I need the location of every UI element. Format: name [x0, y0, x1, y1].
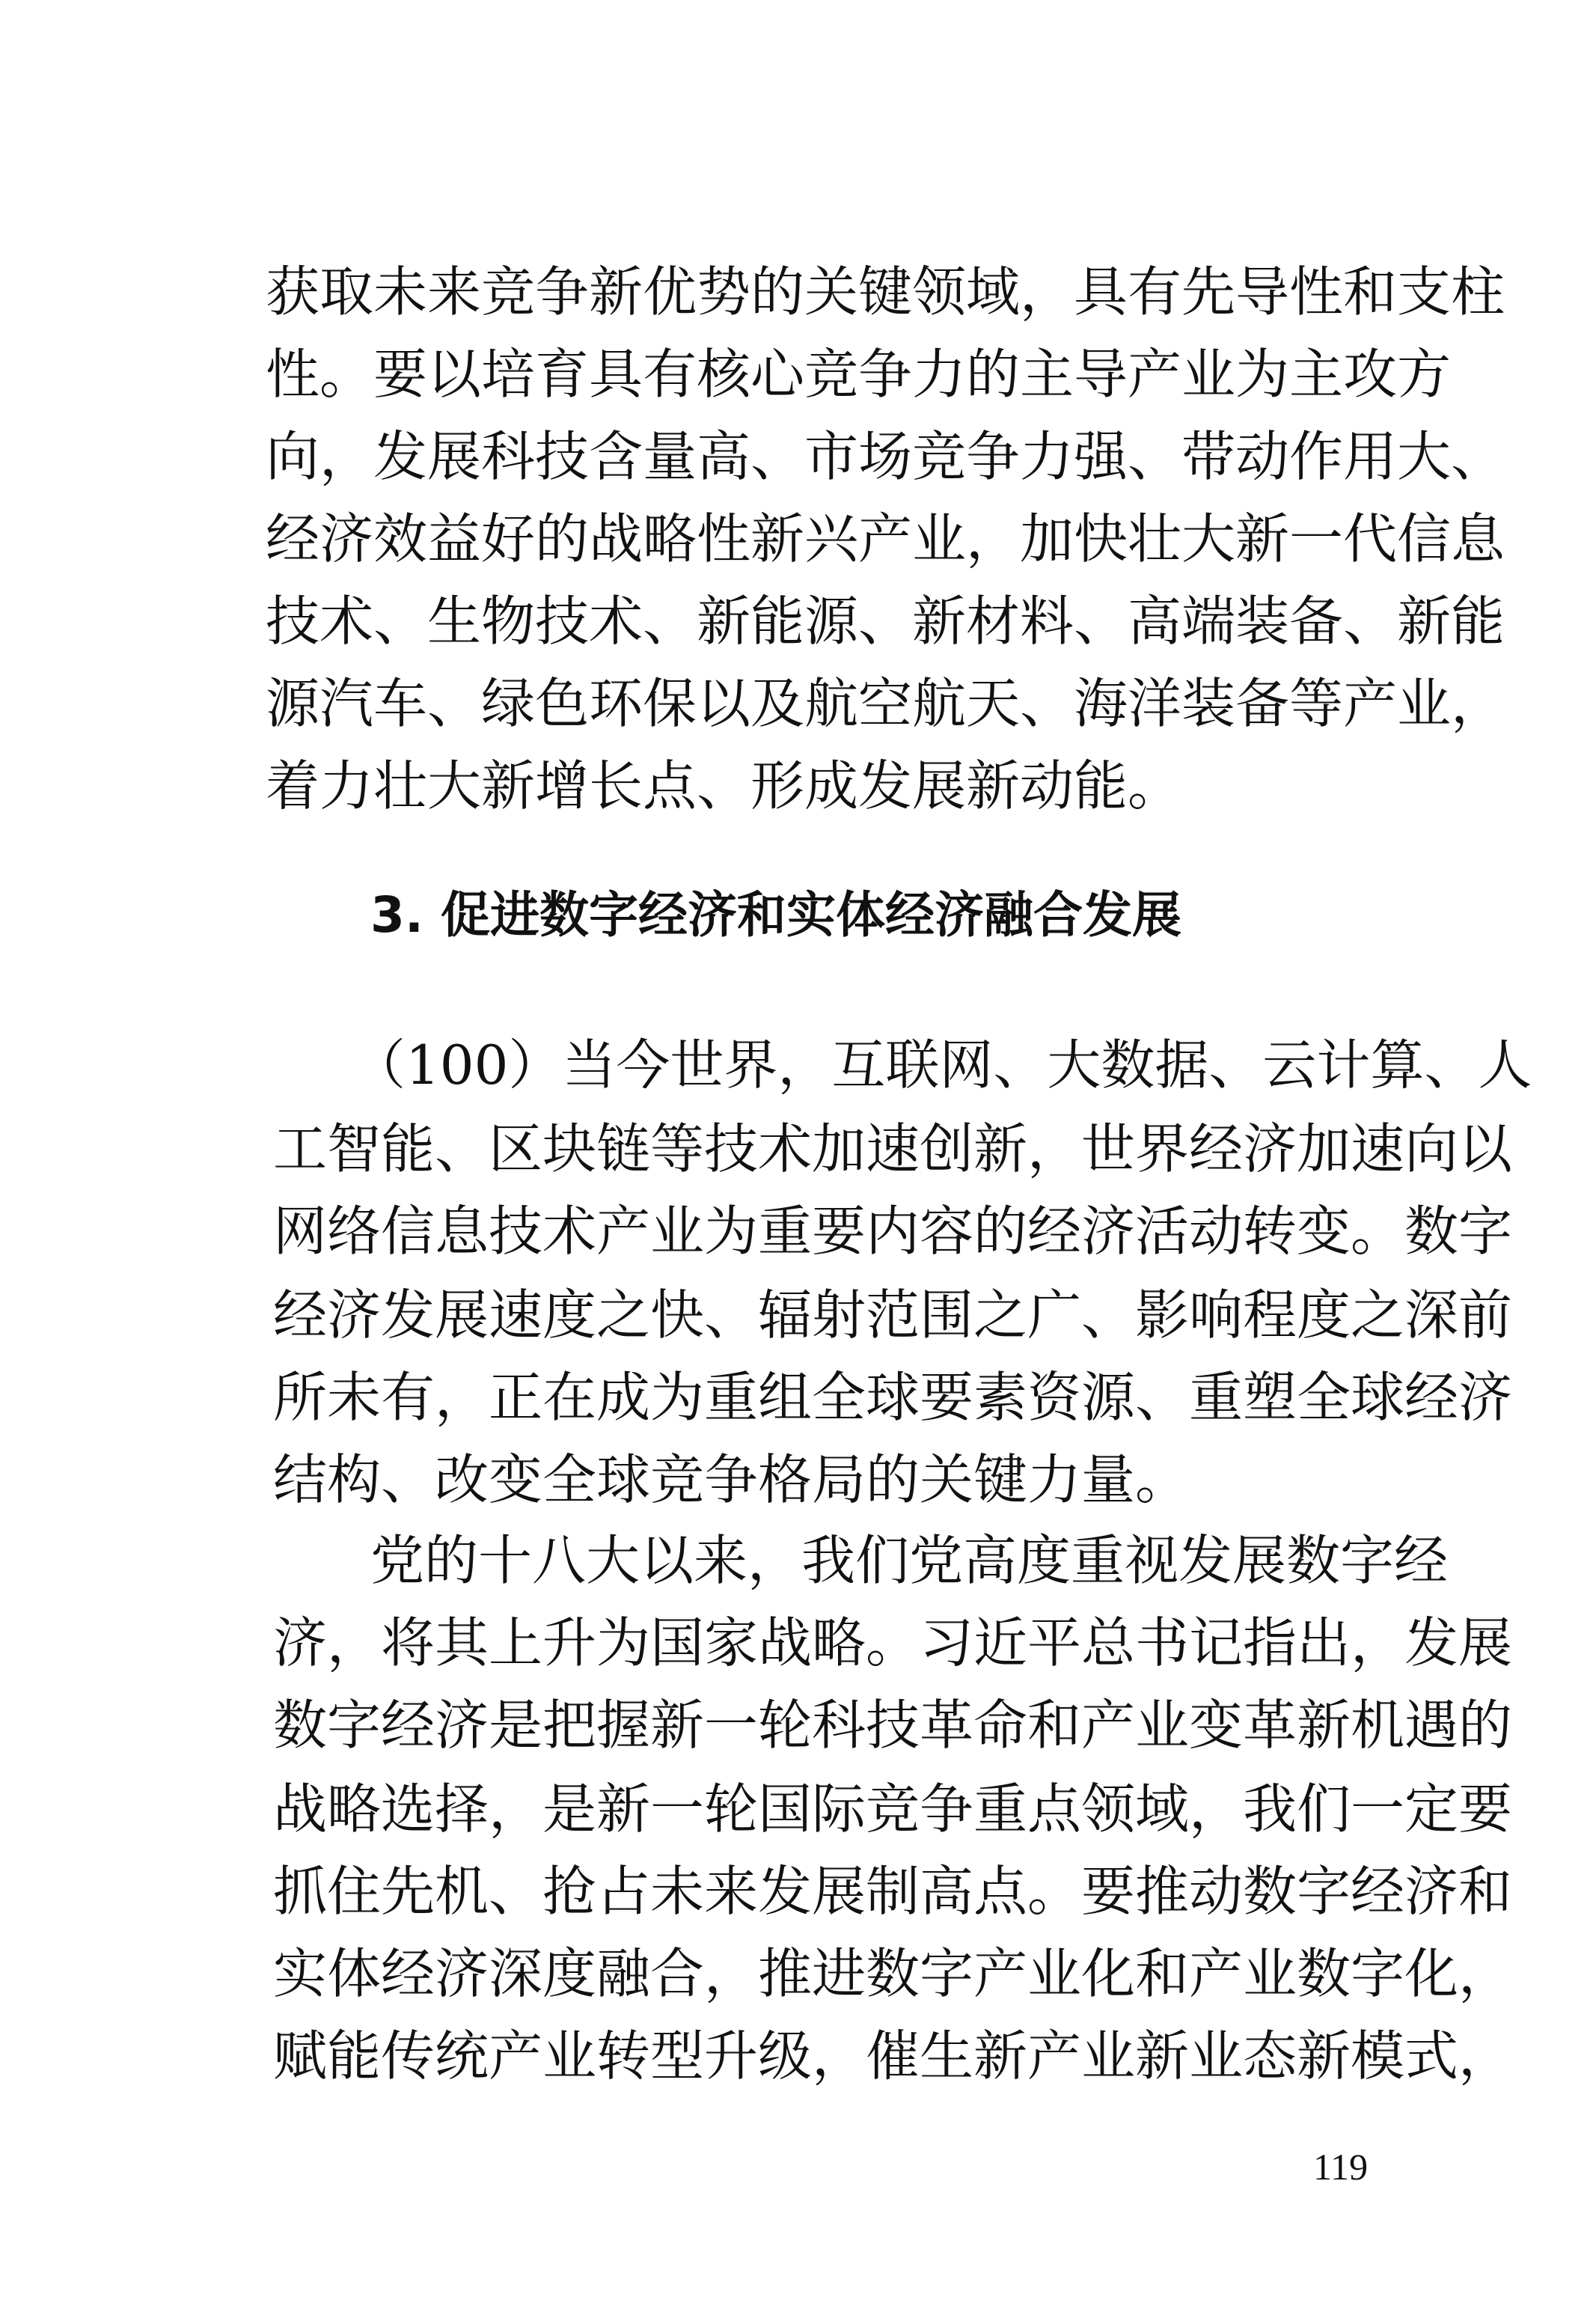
text-line: 结构、改变全球竞争格局的关键力量。 — [273, 1448, 1190, 1511]
text-line: 工智能、区块链等技术加速创新，世界经济加速向以 — [273, 1117, 1513, 1180]
page-number: 119 — [1313, 2146, 1369, 2188]
text-line: 网络信息技术产业为重要内容的经济活动转变。数字 — [273, 1200, 1513, 1263]
text-line: 赋能传统产业转型升级，催生新产业新业态新模式， — [273, 2025, 1513, 2087]
text-line: 经济发展速度之快、辐射范围之广、影响程度之深前 — [273, 1284, 1513, 1346]
text-line: 实体经济深度融合，推进数字产业化和产业数字化， — [273, 1942, 1513, 2005]
text-line: 党的十八大以来，我们党高度重视发展数字经 — [370, 1529, 1449, 1592]
text-line: 性。要以培育具有核心竞争力的主导产业为主攻方 — [266, 343, 1452, 406]
text-line: 经济效益好的战略性新兴产业，加快壮大新一代信息 — [266, 507, 1505, 570]
text-line: 战略选择，是新一轮国际竞争重点领域，我们一定要 — [273, 1778, 1513, 1840]
text-line: 源汽车、绿色环保以及航空航天、海洋装备等产业， — [266, 672, 1505, 735]
text-line: 济，将其上升为国家战略。习近平总书记指出，发展 — [273, 1611, 1513, 1674]
text-line: （100）当今世界，互联网、大数据、云计算、人 — [352, 1034, 1532, 1096]
text-line: 抓住先机、抢占未来发展制高点。要推动数字经济和 — [273, 1860, 1513, 1923]
text-line: 技术、生物技术、新能源、新材料、高端装备、新能 — [266, 590, 1505, 653]
text-line: 获取未来竞争新优势的关键领域，具有先导性和支柱 — [266, 260, 1505, 323]
text-line: 数字经济是把握新一轮科技革命和产业变革新机遇的 — [273, 1694, 1513, 1757]
text-line: 向，发展科技含量高、市场竞争力强、带动作用大、 — [266, 425, 1505, 488]
text-line: 着力壮大新增长点、形成发展新动能。 — [266, 754, 1182, 817]
section-heading: 3. 促进数字经济和实体经济融合发展 — [370, 886, 1181, 944]
text-line: 所未有，正在成为重组全球要素资源、重塑全球经济 — [273, 1366, 1513, 1429]
